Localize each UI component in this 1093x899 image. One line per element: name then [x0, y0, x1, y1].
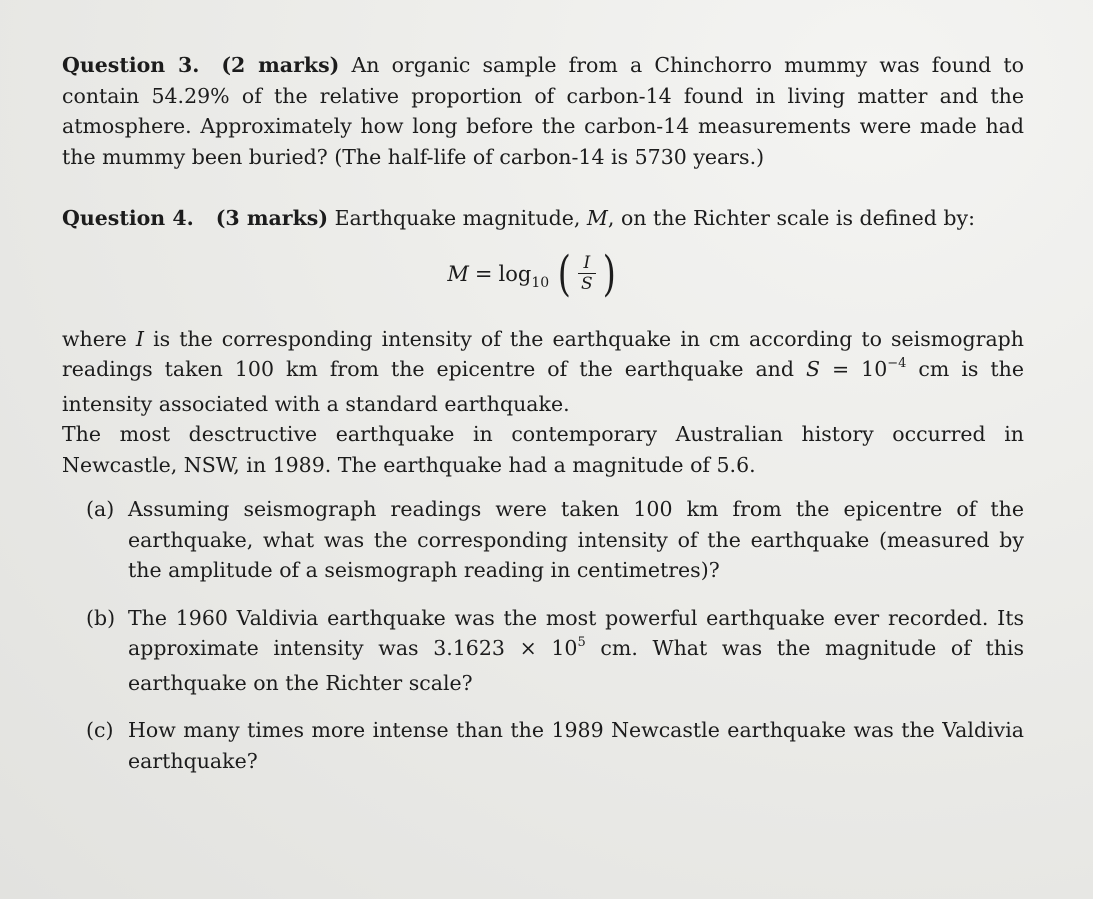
part-b-exponent: 5 — [577, 635, 586, 650]
question-3-text: An organic sample from a Chinchorro mummy was found to contain 54.29% of the relative proportion of carbon-14 found in living matter and the atmosphere. Approximately how long before the carbon-14 measurements were made had the mummy been buried? (The half-life of carbon-14 is 5730 years.) — [62, 53, 1024, 169]
part-b-label: (b) — [86, 605, 116, 630]
part-c — [86, 715, 1024, 776]
question-4-context: The most desctructive earthquake in contemporary Australian history occurred in Newcastle, NSW, in 1989. The earthquake had a magnitude of 5.6. — [62, 422, 1024, 477]
where-var-i: I — [135, 326, 144, 351]
part-a-text: Assuming seismograph readings were taken 100 km from the epicentre of the earthquake, what was the corresponding intensity of the earthquake (measured by the amplitude of a seismograph reading in centimetres)? — [128, 497, 1024, 582]
question-3-marks: (2 marks) — [221, 53, 340, 77]
question-3-heading: Question 3. — [62, 53, 200, 77]
question-4-heading: Question 4. — [62, 206, 194, 230]
formula-numerator: I — [583, 253, 591, 273]
question-3 — [62, 50, 1024, 172]
formula-fraction — [578, 253, 596, 294]
formula-right-paren: ) — [602, 245, 616, 302]
part-c-label: (c) — [86, 718, 114, 742]
where-eq: = 10 — [832, 357, 888, 381]
question-4-parts — [86, 494, 1024, 776]
question-4-intro — [62, 203, 1024, 234]
formula-func: log — [498, 261, 532, 286]
formula-denominator: S — [581, 274, 593, 294]
question-4-intro-suffix: , on the Richter scale is defined by: — [607, 206, 975, 230]
formula-lhs: M — [447, 261, 469, 286]
part-a-label: (a) — [86, 497, 115, 521]
where-exponent: −4 — [887, 356, 907, 371]
question-4-marks: (3 marks) — [215, 206, 329, 230]
question-4-intro-var: M — [586, 206, 608, 230]
part-b-text-2: cm. What was the magnitude of this earthquake on the Richter scale? — [128, 636, 1024, 695]
part-a — [86, 494, 1024, 586]
part-c-text: How many times more intense than the 1989 Newcastle earthquake was the Valdivia earthquake? — [128, 718, 1024, 773]
formula-equals: = — [474, 261, 493, 286]
part-b — [86, 603, 1024, 699]
part-b-text-1: The 1960 Valdivia earthquake was the most powerful earthquake ever recorded. Its approximate intensity was 3.1623 × 10 — [128, 605, 1024, 660]
where-var-s: S — [805, 357, 821, 381]
document-content — [62, 50, 1024, 793]
where-text-1: where — [62, 326, 127, 351]
question-4-where — [62, 324, 1024, 420]
where-text-2: is the corresponding intensity of the earthquake in cm according to seismograph readings taken 100 km from the epicentre of the earthquake and — [62, 326, 1024, 381]
formula-base: 10 — [531, 274, 550, 291]
question-4-intro-prefix: Earthquake magnitude, — [334, 206, 581, 230]
where-text-3: cm is the intensity associated with a standard earthquake. — [62, 357, 1024, 416]
part-b-body — [128, 603, 1024, 699]
formula-left-paren: ( — [557, 245, 572, 302]
formula-log — [498, 261, 550, 291]
richter-formula — [62, 245, 1024, 310]
